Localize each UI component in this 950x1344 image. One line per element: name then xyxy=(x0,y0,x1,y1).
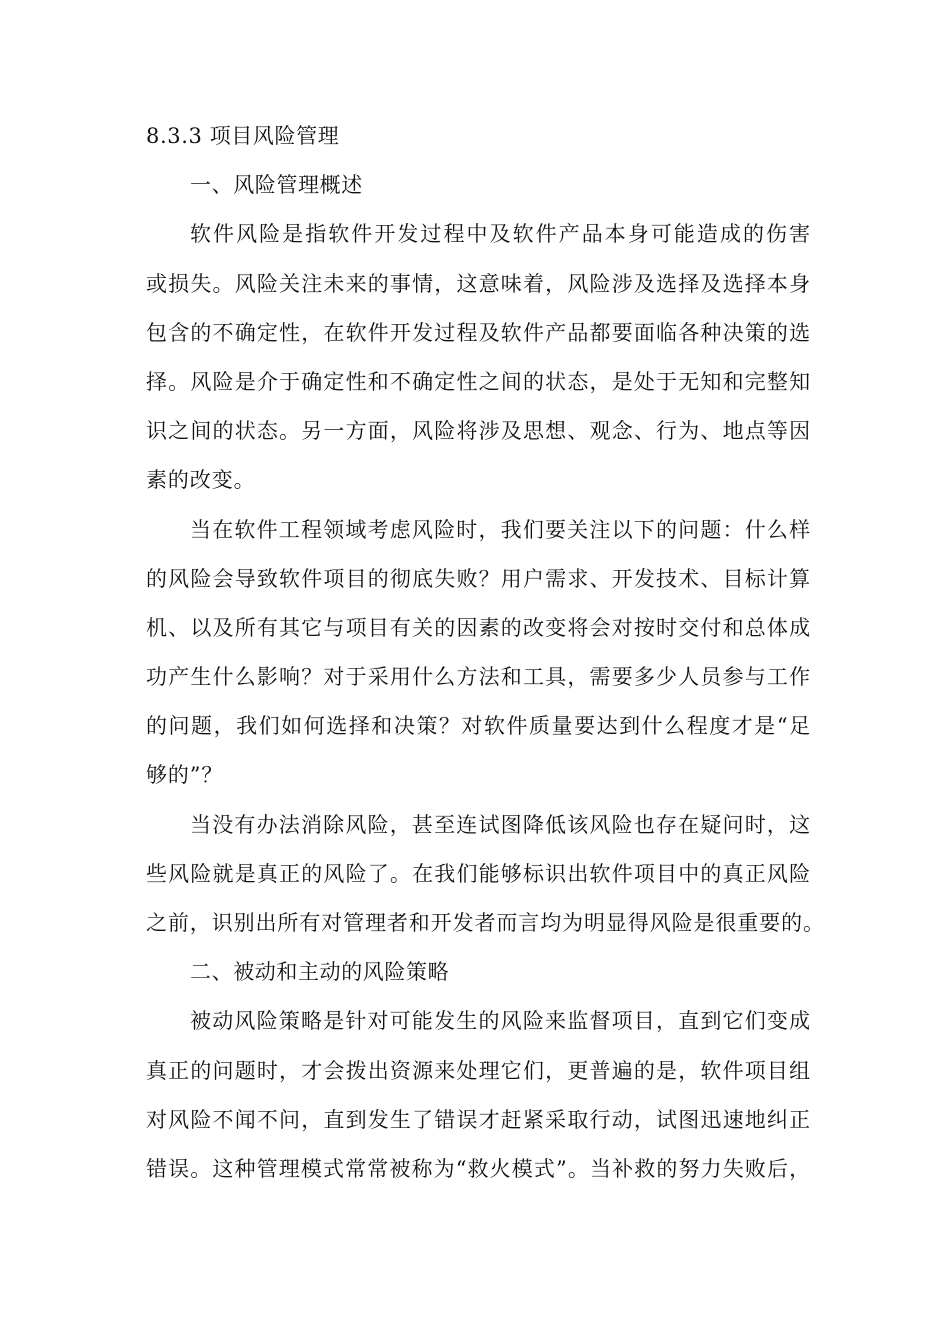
paragraph-line: 够的”？ xyxy=(146,763,224,788)
paragraph-line: 识之间的状态。另一方面，风险将涉及思想、观念、行为、地点等因 xyxy=(146,419,811,444)
paragraph-line: 错误。这种管理模式常常被称为“救火模式”。当补救的努力失败后， xyxy=(146,1156,811,1181)
paragraph-line: 的问题，我们如何选择和决策？对软件质量要达到什么程度才是“足 xyxy=(146,714,811,739)
paragraph-line: 之前，识别出所有对管理者和开发者而言均为明显得风险是很重要的。 xyxy=(146,911,825,935)
paragraph-line: 择。风险是介于确定性和不确定性之间的状态，是处于无知和完整知 xyxy=(146,369,811,394)
paragraph-line: 素的改变。 xyxy=(146,468,256,493)
paragraph-2 xyxy=(146,506,811,801)
section-title: 8.3.3 项目风险管理 xyxy=(146,124,340,148)
paragraph-line: 对风险不闻不问，直到发生了错误才赶紧采取行动，试图迅速地纠正 xyxy=(146,1107,811,1132)
paragraph-line: 被动风险策略是针对可能发生的风险来监督项目，直到它们变成 xyxy=(190,1009,811,1034)
paragraph-line: 机、以及所有其它与项目有关的因素的改变将会对按时交付和总体成 xyxy=(146,615,811,640)
paragraph-line: 包含的不确定性，在软件开发过程及软件产品都要面临各种决策的选 xyxy=(146,320,811,345)
paragraph-line: 软件风险是指软件开发过程中及软件产品本身可能造成的伤害 xyxy=(190,222,811,247)
paragraph-line: 的风险会导致软件项目的彻底失败？用户需求、开发技术、目标计算 xyxy=(146,566,811,591)
paragraph-line: 真正的问题时，才会拨出资源来处理它们，更普遍的是，软件项目组 xyxy=(146,1058,811,1083)
paragraph-line: 或损失。风险关注未来的事情，这意味着，风险涉及选择及选择本身 xyxy=(146,271,811,296)
paragraph-4 xyxy=(146,997,811,1194)
subsection-title-1: 一、风险管理概述 xyxy=(190,173,363,198)
paragraph-line: 功产生什么影响？对于采用什么方法和工具，需要多少人员参与工作 xyxy=(146,665,811,690)
subsection-title-2: 二、被动和主动的风险策略 xyxy=(190,960,450,985)
paragraph-3 xyxy=(146,801,825,949)
paragraph-line: 些风险就是真正的风险了。在我们能够标识出软件项目中的真正风险 xyxy=(146,861,811,886)
paragraph-1 xyxy=(146,210,811,505)
paragraph-line: 当在软件工程领域考虑风险时，我们要关注以下的问题：什么样 xyxy=(190,517,811,542)
paragraph-line: 当没有办法消除风险，甚至连试图降低该风险也存在疑问时，这 xyxy=(190,812,811,837)
document-body xyxy=(146,112,825,1194)
